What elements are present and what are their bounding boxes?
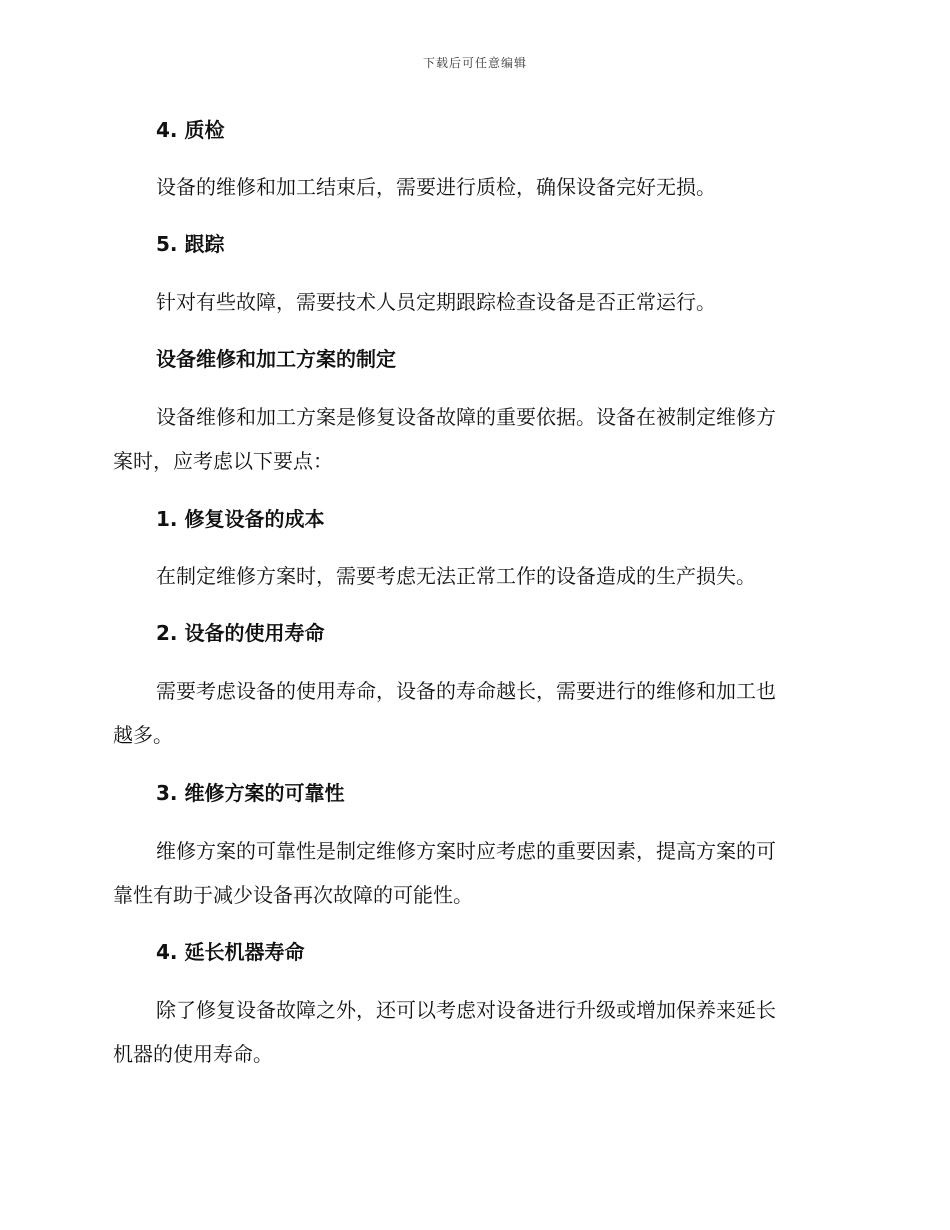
paragraph-line: 针对有些故障，需要技术人员定期跟踪检查设备是否正常运行。 [156, 290, 716, 314]
paragraph-line: 越多。 [113, 723, 173, 747]
paragraph-line: 靠性有助于减少设备再次故障的可能性。 [113, 883, 473, 907]
section-heading: 4. 质检 [156, 118, 225, 142]
section-heading: 3. 维修方案的可靠性 [156, 781, 345, 805]
section-heading: 设备维修和加工方案的制定 [156, 347, 396, 371]
paragraph-line: 机器的使用寿命。 [113, 1042, 273, 1066]
paragraph-line: 案时，应考虑以下要点： [113, 449, 333, 473]
paragraph-line: 除了修复设备故障之外，还可以考虑对设备进行升级或增加保养来延长 [156, 998, 776, 1022]
section-heading: 1. 修复设备的成本 [156, 507, 325, 531]
section-heading: 4. 延长机器寿命 [156, 940, 305, 964]
paragraph-line: 设备维修和加工方案是修复设备故障的重要依据。设备在被制定维修方 [156, 405, 776, 429]
section-heading: 5. 跟踪 [156, 232, 225, 256]
page-header: 下载后可任意编辑 [422, 56, 527, 70]
section-heading: 2. 设备的使用寿命 [156, 621, 325, 645]
paragraph-line: 需要考虑设备的使用寿命，设备的寿命越长，需要进行的维修和加工也 [156, 679, 776, 703]
paragraph-line: 设备的维修和加工结束后，需要进行质检，确保设备完好无损。 [156, 175, 716, 199]
paragraph-line: 在制定维修方案时，需要考虑无法正常工作的设备造成的生产损失。 [156, 564, 756, 588]
paragraph-line: 维修方案的可靠性是制定维修方案时应考虑的重要因素，提高方案的可 [156, 839, 776, 863]
